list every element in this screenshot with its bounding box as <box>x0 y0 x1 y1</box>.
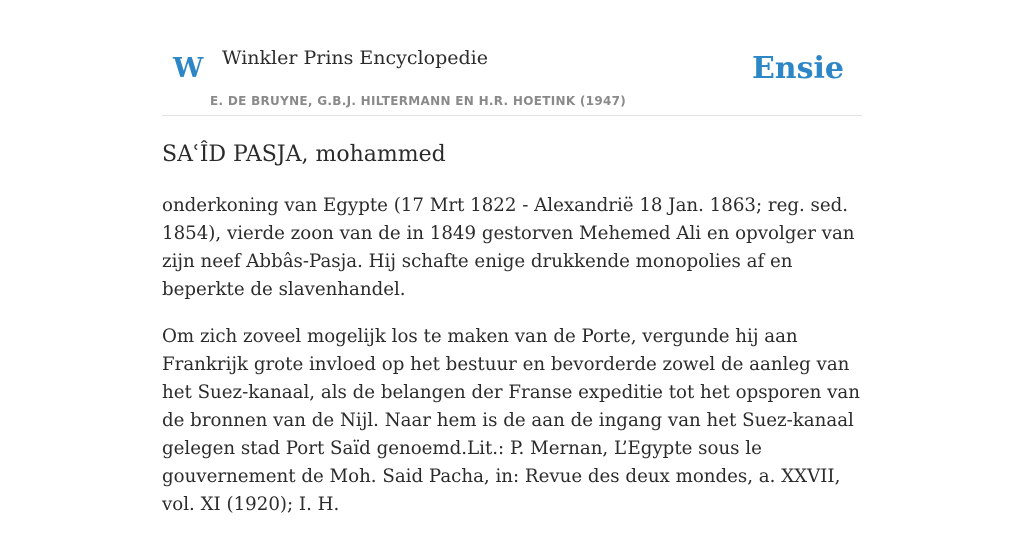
source-authors: E. DE BRUYNE, G.B.J. HILTERMANN EN H.R. HOETINK (1947) <box>210 94 627 108</box>
entry-body <box>162 192 862 538</box>
winkler-prins-logo[interactable]: W <box>173 53 204 84</box>
entry-paragraph: onderkoning van Egypte (17 Mrt 1822 - Alexandrië 18 Jan. 1863; reg. sed. 1854), vierde zoon van de in 1849 gestorven Mehemed Ali en opvolger van zijn neef Abbâs-Pasja. Hij schafte enige drukkende monopolies af en beperkte de slavenhandel. <box>162 195 855 300</box>
entry-paragraph: Om zich zoveel mogelijk los te maken van de Porte, vergunde hij aan Frankrijk grote invloed op het bestuur en bevorderde zowel de aanleg van het Suez-kanaal, als de belangen der Franse expeditie tot het opsporen van de bronnen van de Nijl. Naar hem is de aan de ingang van het Suez-kanaal gelegen stad Port Saïd genoemd.Lit.: P. Mernan, L’Egypte sous le gouvernement de Moh. Said Pacha, in: Revue des deux mondes, a. XXVII, vol. XI (1920); I. H. <box>162 326 860 515</box>
source-title[interactable]: Winkler Prins Encyclopedie <box>222 47 488 69</box>
ensie-brand-logo[interactable]: Ensie <box>751 51 844 86</box>
entry-title: SAʿÎD PASJA, mohammed <box>162 142 446 167</box>
page-header <box>162 0 862 116</box>
